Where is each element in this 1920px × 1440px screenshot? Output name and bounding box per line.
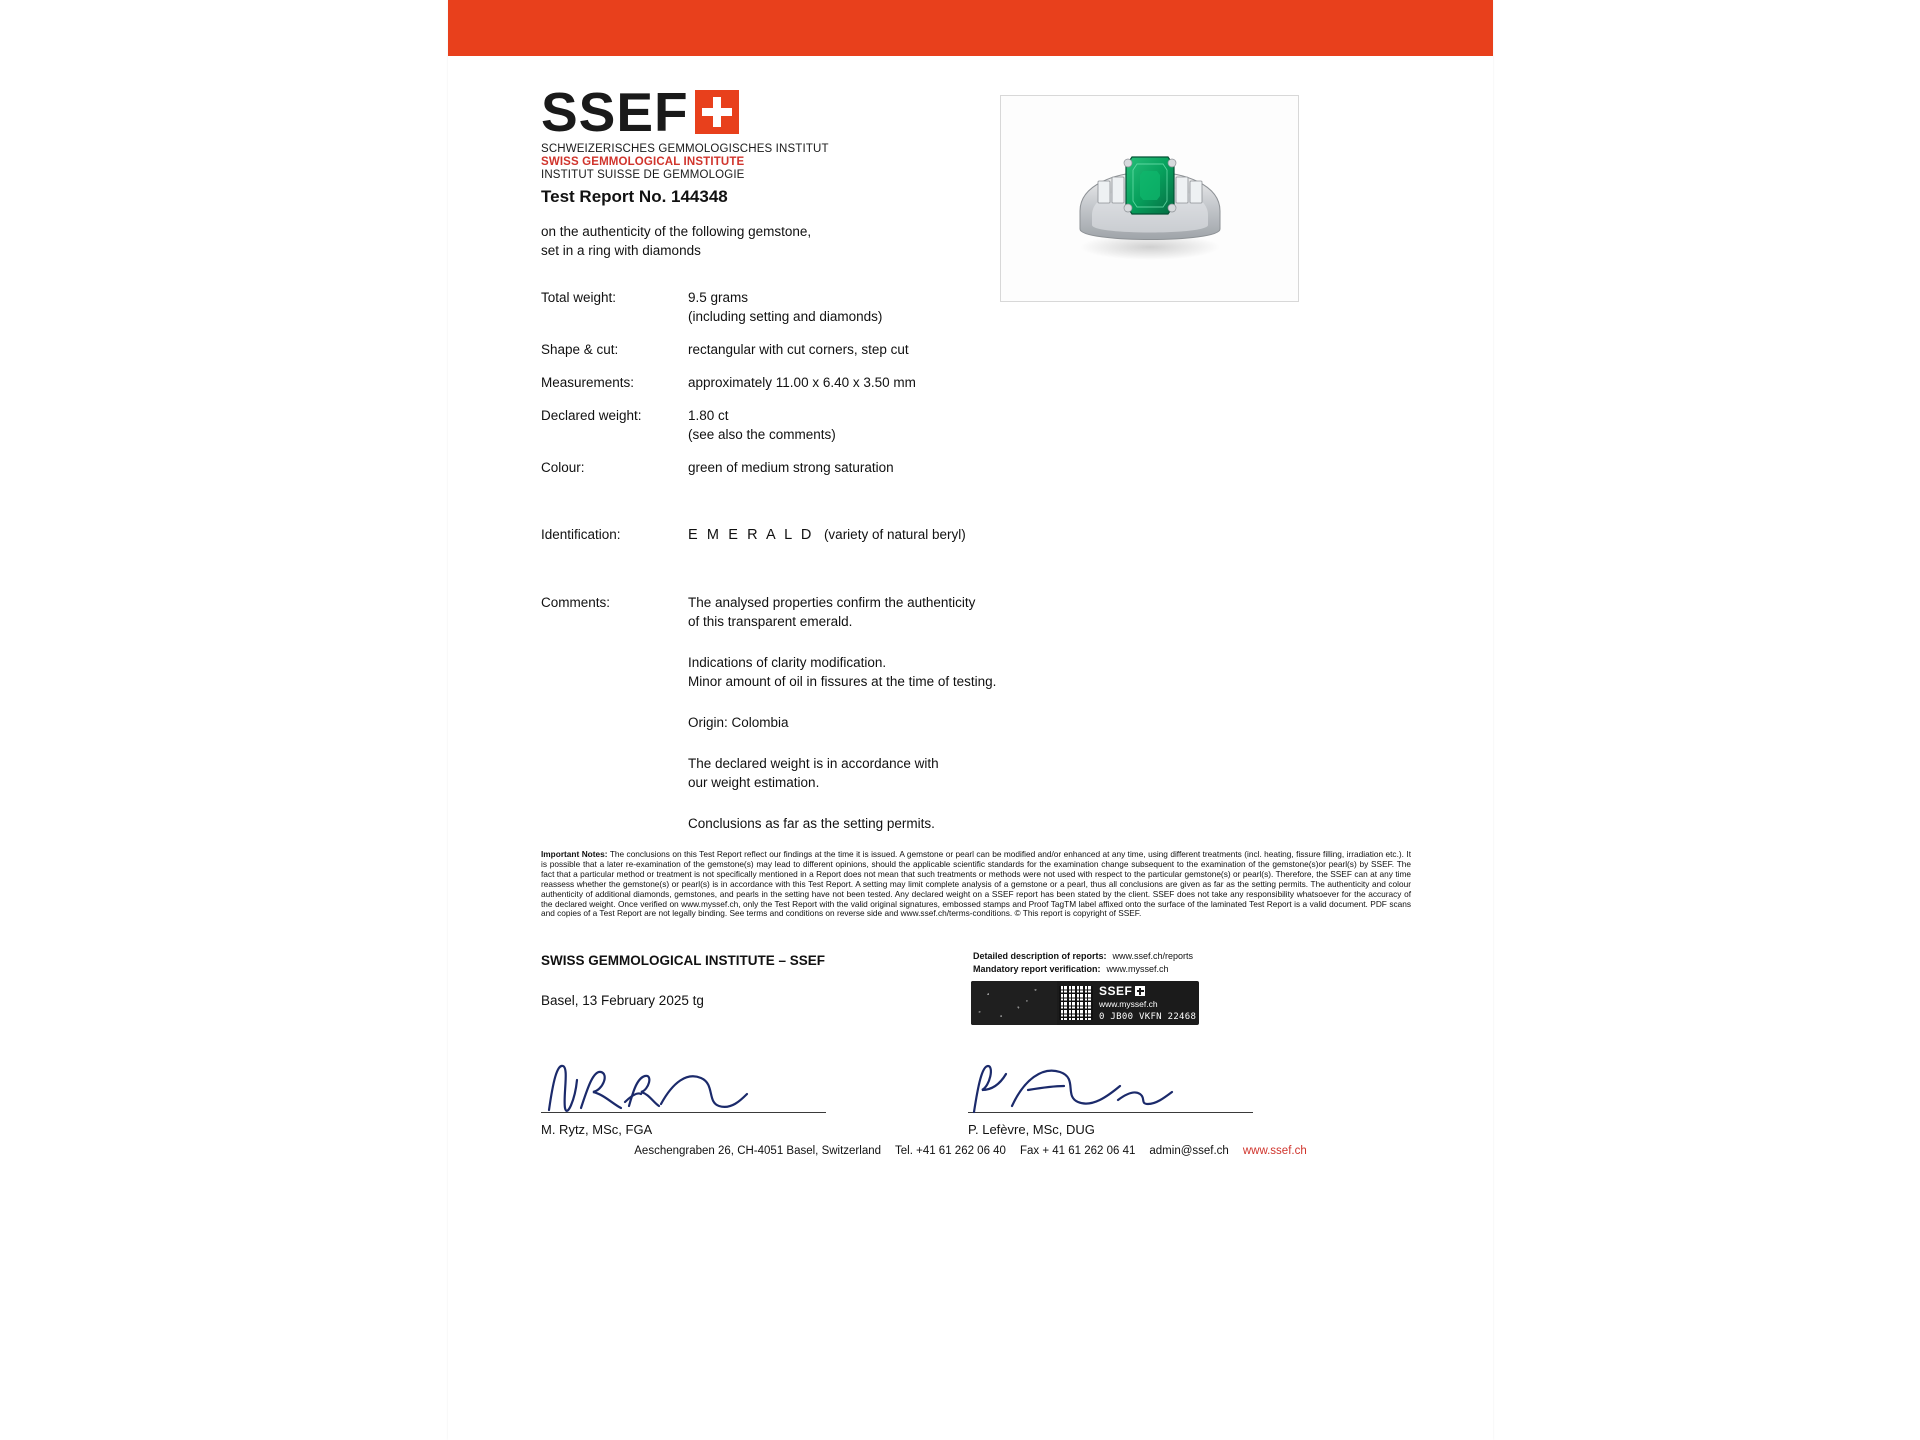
detail-value bbox=[688, 458, 894, 477]
logo-wordmark: SSEF bbox=[541, 81, 689, 143]
logo-subtitle-fr: INSTITUT SUISSE DE GEMMOLOGIE bbox=[541, 169, 745, 181]
detail-value-main: 1.80 ct bbox=[688, 408, 729, 423]
identification-label: Identification: bbox=[541, 527, 621, 542]
important-notes-heading: Important Notes: bbox=[541, 849, 608, 859]
detail-row-total-weight bbox=[541, 288, 1421, 326]
detail-row-measurements bbox=[541, 373, 1421, 392]
detail-value-sub: (see also the comments) bbox=[688, 427, 836, 442]
detail-value bbox=[688, 288, 882, 326]
tag-particle-pattern bbox=[971, 981, 1057, 1025]
report-subtitle-line2: set in a ring with diamonds bbox=[541, 243, 701, 258]
detail-label: Colour: bbox=[541, 460, 585, 475]
detail-row-declared-weight bbox=[541, 406, 1421, 444]
comments-p4-line2: our weight estimation. bbox=[688, 775, 820, 790]
comments-label: Comments: bbox=[541, 595, 611, 610]
comments-paragraph-4 bbox=[688, 754, 996, 792]
detail-value-main: green of medium strong saturation bbox=[688, 460, 894, 475]
address-email[interactable]: admin@ssef.ch bbox=[1149, 1145, 1229, 1157]
detail-value bbox=[688, 373, 916, 392]
signature-block-right bbox=[968, 1056, 1268, 1137]
detail-label: Measurements: bbox=[541, 375, 635, 390]
logo-row bbox=[541, 81, 829, 143]
ssef-logo bbox=[541, 81, 829, 181]
signature-line bbox=[968, 1112, 1253, 1113]
tag-url: www.myssef.ch bbox=[1099, 999, 1158, 1009]
detail-label: Total weight: bbox=[541, 290, 617, 305]
verification-link-reports[interactable]: www.ssef.ch/reports bbox=[1112, 951, 1194, 961]
certificate-sheet bbox=[448, 0, 1493, 1440]
detail-value bbox=[688, 340, 909, 359]
report-subtitle-line1: on the authenticity of the following gemstone, bbox=[541, 224, 812, 239]
signature-icon bbox=[541, 1056, 801, 1118]
identification-stone: E M E R A L D bbox=[688, 527, 814, 543]
logo-subtitle-de: SCHWEIZERISCHES GEMMOLOGISCHES INSTITUT bbox=[541, 143, 829, 155]
verification-label-reports: Detailed description of reports: bbox=[973, 951, 1107, 961]
comments-origin: Origin: Colombia bbox=[688, 715, 789, 730]
signature-line bbox=[541, 1112, 826, 1113]
identification-value bbox=[688, 525, 966, 545]
address-website[interactable]: www.ssef.ch bbox=[1242, 1145, 1307, 1157]
signatory-name: M. Rytz, MSc, FGA bbox=[541, 1122, 653, 1137]
comments-p1-line1: The analysed properties confirm the authenticity bbox=[688, 595, 976, 610]
comments-paragraph-2 bbox=[688, 653, 996, 691]
tag-code: 0 JB00 VKFN 22468 bbox=[1099, 1012, 1197, 1022]
detail-value-sub: (including setting and diamonds) bbox=[688, 309, 883, 324]
address-street: Aeschengraben 26, CH-4051 Basel, Switzerland bbox=[634, 1145, 882, 1157]
identification-note: (variety of natural beryl) bbox=[823, 527, 966, 542]
detail-row-comments bbox=[541, 593, 1421, 833]
proof-tag-label bbox=[971, 981, 1199, 1025]
detail-label: Shape & cut: bbox=[541, 342, 619, 357]
verification-row-reports bbox=[973, 950, 1193, 963]
comments-p1-line2: of this transparent emerald. bbox=[688, 614, 853, 629]
detail-value-main: 9.5 grams bbox=[688, 290, 749, 305]
emerald-ring-illustration bbox=[1040, 119, 1260, 269]
comments-p2-line1: Indications of clarity modification. bbox=[688, 655, 887, 670]
detail-row-colour bbox=[541, 458, 1421, 477]
comments-p4-line1: The declared weight is in accordance with bbox=[688, 756, 939, 771]
detail-row-identification bbox=[541, 525, 1421, 545]
swiss-cross-icon bbox=[695, 90, 739, 134]
header-red-band bbox=[448, 0, 1493, 56]
signature-block-left bbox=[541, 1056, 841, 1137]
qr-code-icon bbox=[1059, 986, 1093, 1020]
footer-address bbox=[448, 1145, 1493, 1157]
detail-value bbox=[688, 406, 836, 444]
report-subtitle bbox=[541, 222, 811, 260]
tag-swiss-cross-icon bbox=[1135, 986, 1145, 996]
verification-row-myssef bbox=[973, 963, 1193, 976]
logo-subtitle-en: SWISS GEMMOLOGICAL INSTITUTE bbox=[541, 156, 745, 168]
comments-paragraph-5: Conclusions as far as the setting permits. bbox=[688, 816, 935, 831]
verification-links bbox=[973, 950, 1193, 976]
page-title: Test Report No. 144348 bbox=[541, 187, 728, 206]
important-notes bbox=[541, 850, 1411, 919]
institute-name: SWISS GEMMOLOGICAL INSTITUTE – SSEF bbox=[541, 953, 826, 968]
comments-p2-line2: Minor amount of oil in fissures at the time of testing. bbox=[688, 674, 997, 689]
detail-row-shape-cut bbox=[541, 340, 1421, 359]
important-notes-body: The conclusions on this Test Report reflect our findings at the time it is issued. A gemstone or pearl can be modified and/or enhanced at any time, using different treatments (incl. heating, fissure filling, irradiation etc.). It is possible that a later re-examination of the gemstone(s) may lead to different opinions, should the applicable scientific standards for the examination change subsequent to the examination of the gemstone(s)or pearl(s) by SSEF. The fact that a particular method or treatment is not specifically mentioned in a Report does not mean that such treatments or methods were not used with respect to the particular gemstone(s) or pearl(s). Therefore, the SSEF can at any time reassess whether the gemstone(s) or pearl(s) is in accordance with this Test Report. A setting may limit complete analysis of a gemstone or a pearl, thus all conclusions are given as far as the setting permits. The authenticity and colour authenticity of additional diamonds, gemstones, and pearls in the setting have not been tested. Any declared weight on a SSEF report has been stated by the client. SSEF does not take any responsibility whatsoever for the accuracy of the declared weight. Once verified on www.myssef.ch, only the Test Report with the valid original signatures, embossed stamps and Proof TagTM label affixed onto the surface of the laminated Test Report is a valid document. PDF scans and copies of a Test Report are not legally binding. See terms and conditions on reverse side and www.ssef.ch/terms-conditions. © This report is copyright of SSEF. bbox=[541, 849, 1412, 919]
detail-value-main: approximately 11.00 x 6.40 x 3.50 mm bbox=[688, 375, 916, 390]
verification-link-myssef[interactable]: www.myssef.ch bbox=[1106, 964, 1169, 974]
verification-label-myssef: Mandatory report verification: bbox=[973, 964, 1101, 974]
place-and-date: Basel, 13 February 2025 tg bbox=[541, 993, 704, 1008]
comments-body bbox=[688, 593, 996, 833]
signatory-name: P. Lefèvre, MSc, DUG bbox=[968, 1122, 1095, 1137]
comments-paragraph-1 bbox=[688, 593, 996, 631]
tag-brand-text: SSEF bbox=[1099, 984, 1133, 998]
address-fax: Fax + 41 61 262 06 41 bbox=[1019, 1145, 1136, 1157]
detail-value-main: rectangular with cut corners, step cut bbox=[688, 342, 909, 357]
tag-info bbox=[1099, 984, 1197, 1022]
signature-icon bbox=[968, 1056, 1228, 1118]
detail-label: Declared weight: bbox=[541, 408, 642, 423]
tag-brand bbox=[1099, 984, 1197, 998]
address-tel: Tel. +41 61 262 06 40 bbox=[895, 1145, 1006, 1157]
gemstone-photo bbox=[1000, 95, 1299, 302]
details-table bbox=[541, 288, 1421, 847]
